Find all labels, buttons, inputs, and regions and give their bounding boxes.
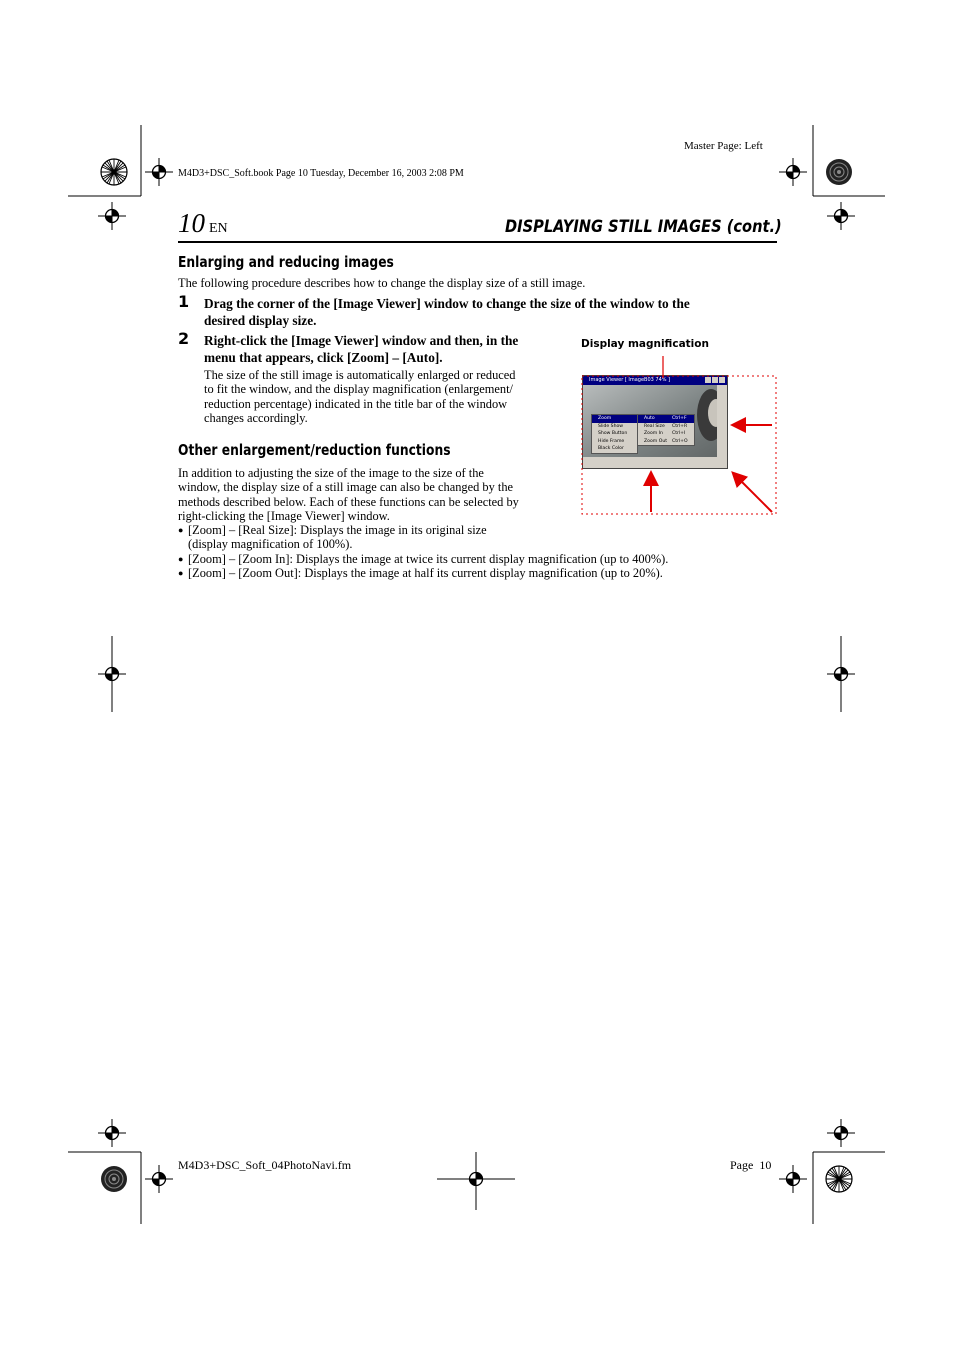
footer-filename: M4D3+DSC_Soft_04PhotoNavi.fm	[178, 1158, 352, 1172]
step-2-desc-line: reduction percentage) indicated in the title bar of the window	[204, 396, 508, 411]
menu-item-slide-show[interactable]: Slide Show	[598, 423, 624, 429]
step-1-line-1: Drag the corner of the [Image Viewer] window to change the size of the window to the	[204, 296, 690, 311]
step-1-number: 1	[178, 292, 190, 311]
paragraph-line: window, the display size of a still image can also be changed by the	[178, 480, 514, 495]
figure-annotations	[560, 350, 790, 530]
paragraph-line: In addition to adjusting the size of the image to the size of the	[178, 466, 484, 480]
bullet-icon: ●	[178, 553, 184, 564]
submenu-item-auto[interactable]: Auto Ctrl+F	[638, 415, 694, 423]
section-intro: The following procedure describes how to change the display size of a still image.	[178, 276, 586, 290]
step-2-line-1: Right-click the [Image Viewer] window and then, in the	[204, 333, 519, 348]
step-1-line-2: desired display size.	[204, 313, 317, 328]
step-2-line-2: menu that appears, click [Zoom] – [Auto].	[204, 350, 443, 365]
step-2-desc-line: to fit the window, and the display magnification (enlargement/	[204, 382, 513, 397]
window-title-text: Image Viewer [ ImageB03 74% ]	[589, 377, 671, 383]
bullet-icon: ●	[178, 567, 184, 578]
submenu-item-real-size[interactable]: Real Size Ctrl+R	[644, 423, 688, 429]
bullet-icon: ●	[178, 525, 184, 535]
master-page-label: Master Page: Left	[684, 140, 763, 152]
page-number-value: 10	[178, 208, 205, 238]
list-item: ● [Zoom] – [Zoom Out]: Displays the image at half its current display magnification (up to 20%).	[178, 565, 663, 580]
paragraph-line: methods described below. Each of these functions can be selected by	[178, 494, 519, 509]
submenu-item-zoom-out[interactable]: Zoom Out Ctrl+O	[644, 438, 688, 444]
submenu-item-zoom-in[interactable]: Zoom In Ctrl+I	[644, 431, 686, 437]
page-number	[178, 208, 228, 239]
header-rule	[178, 241, 777, 243]
section-heading-enlarging: Enlarging and reducing images	[178, 253, 394, 271]
menu-item-black-color[interactable]: Black Color	[598, 446, 624, 452]
figure-caption: Display magnification	[581, 338, 709, 350]
section-heading-other-functions: Other enlargement/reduction functions	[178, 441, 451, 459]
section-2-paragraph	[178, 466, 519, 523]
list-item: ● [Zoom] – [Zoom In]: Displays the image at twice its current display magnification (up to 400%).	[178, 551, 669, 566]
step-2-number: 2	[178, 329, 190, 348]
bullet-list	[178, 523, 778, 580]
step-2-desc-line: The size of the still image is automatically enlarged or reduced	[204, 368, 516, 382]
page-title: DISPLAYING STILL IMAGES (cont.)	[505, 217, 782, 237]
language-code: EN	[209, 221, 228, 236]
footer-page: Page 10	[730, 1158, 772, 1172]
paragraph-line: right-clicking the [Image Viewer] window.	[178, 508, 390, 523]
step-2-description	[204, 368, 516, 425]
arrow-corner	[734, 474, 772, 512]
list-item: ● [Zoom] – [Real Size]: Displays the image in its original size (display magnification of 100%).	[178, 523, 487, 552]
menu-item-show-button[interactable]: Show Button	[598, 431, 628, 437]
menu-item-hide-frame[interactable]: Hide Frame	[598, 438, 625, 444]
book-info: M4D3+DSC_Soft.book Page 10 Tuesday, December 16, 2003 2:08 PM	[178, 168, 464, 179]
menu-item-zoom[interactable]: Zoom	[592, 415, 637, 423]
step-2-desc-line: changes accordingly.	[204, 410, 308, 425]
